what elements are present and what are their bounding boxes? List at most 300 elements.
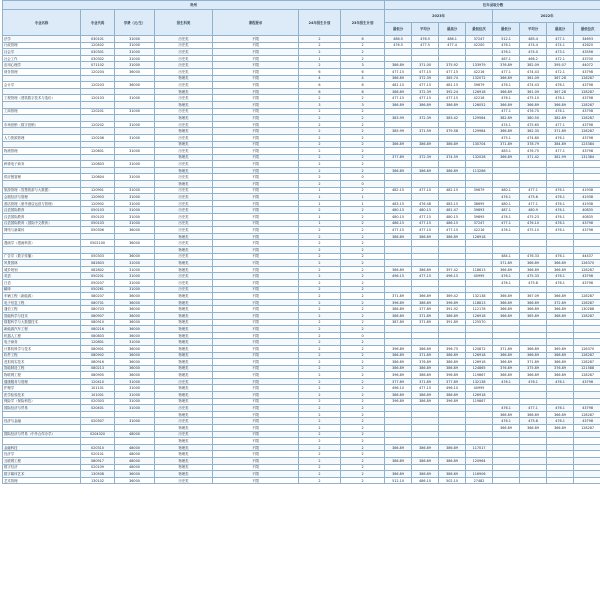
score-2022-cell: [574, 339, 600, 346]
requirement-cell: 不限: [213, 398, 299, 405]
table-row: [3, 299, 600, 306]
score-2022-cell: [493, 392, 520, 399]
requirement-cell: 不限: [213, 266, 299, 273]
score-2022-cell: 476.1: [547, 194, 574, 201]
score-2022-cell: 476.1: [547, 378, 574, 385]
requirement-cell: 不限: [213, 299, 299, 306]
score-2022-cell: [493, 464, 520, 471]
score-2023-cell: [412, 194, 439, 201]
track-cell: 物理类: [155, 438, 213, 445]
table-row: [3, 451, 600, 458]
score-2023-cell: [466, 194, 493, 201]
score-2022-cell: [574, 181, 600, 188]
score-2022-cell: [574, 286, 600, 293]
score-2022-cell: 476.1: [547, 187, 574, 194]
score-2022-cell: 362.35: [520, 128, 547, 135]
score-2022-cell: [520, 385, 547, 392]
table-row: [3, 425, 600, 432]
score-2022-cell: [493, 233, 520, 240]
requirement-cell: 不限: [213, 227, 299, 234]
score-2022-cell: 476.1: [493, 405, 520, 412]
score-2022-cell: [574, 174, 600, 181]
score-2022-cell: 367.09: [520, 293, 547, 300]
score-2023-cell: [439, 181, 466, 188]
major-name-cell: 应用心理学: [3, 62, 81, 69]
score-2022-cell: 43700: [574, 55, 600, 62]
score-2022-cell: 366.89: [493, 128, 520, 135]
plan-2023-cell: 2: [341, 273, 385, 280]
score-2023-cell: [385, 134, 412, 141]
score-2023-cell: 477.15: [385, 227, 412, 234]
track-cell: 历史类: [155, 194, 213, 201]
score-2022-cell: 361.09: [520, 88, 547, 95]
plan-2024-cell: 2: [299, 273, 341, 280]
plan-2024-cell: 2: [299, 108, 341, 115]
plan-2023-cell: 2: [341, 286, 385, 293]
score-2022-cell: 131384: [574, 154, 600, 161]
major-code-cell: 050103: [81, 207, 115, 214]
major-code-cell: 080213: [81, 365, 115, 372]
plan-2023-cell: 2: [341, 464, 385, 471]
major-code-cell: 080907: [81, 312, 115, 319]
plan-2023-cell: 2: [341, 247, 385, 254]
tuition-cell: 31000: [115, 207, 155, 214]
major-code-cell: [81, 425, 115, 432]
major-code-cell: 082803: [81, 260, 115, 267]
plan-2024-cell: 2: [299, 471, 341, 478]
score-2023-cell: 125570: [466, 319, 493, 326]
sub-min-a: 最低分: [385, 23, 412, 36]
major-code-cell: 020101: [81, 451, 115, 458]
tuition-cell: 31000: [115, 62, 155, 69]
plan-2024-cell: 2: [299, 385, 341, 392]
plan-2023-cell: 2: [341, 141, 385, 148]
score-2022-cell: [520, 161, 547, 168]
track-cell: 历史类: [155, 220, 213, 227]
score-2022-cell: [547, 458, 574, 465]
major-code-cell: 030302: [81, 55, 115, 62]
requirement-cell: 不限: [213, 312, 299, 319]
score-2022-cell: 474.4: [520, 42, 547, 49]
score-2022-cell: 474.0: [520, 49, 547, 56]
sub-avg-b: 平均分: [520, 23, 547, 36]
track-cell: 物理类: [155, 365, 213, 372]
score-2023-cell: [439, 425, 466, 432]
requirement-cell: 不限: [213, 438, 299, 445]
tuition-cell: [115, 233, 155, 240]
score-2023-cell: 386.89: [439, 471, 466, 478]
table-row: [3, 181, 600, 188]
score-2022-cell: [574, 471, 600, 478]
score-2023-cell: 476.5: [412, 36, 439, 43]
score-2023-cell: [385, 253, 412, 260]
score-2023-cell: 386.89: [412, 471, 439, 478]
tuition-cell: 31000: [115, 398, 155, 405]
score-2023-cell: [439, 134, 466, 141]
plan-2024-cell: 2: [299, 477, 341, 484]
tuition-cell: 36000: [115, 240, 155, 247]
plan-2023-cell: 2: [341, 266, 385, 273]
score-2022-cell: 366.89: [520, 425, 547, 432]
score-2023-cell: 130704: [466, 141, 493, 148]
plan-2024-cell: 2: [299, 392, 341, 399]
major-name-cell: [3, 411, 81, 418]
score-2022-cell: 476.1: [547, 95, 574, 102]
plan-2023-cell: 2: [341, 227, 385, 234]
plan-2023-cell: 2: [341, 372, 385, 379]
score-2022-cell: [574, 319, 600, 326]
major-code-cell: 120601: [81, 148, 115, 155]
score-2022-cell: 366.89: [493, 312, 520, 319]
tuition-cell: 31000: [115, 214, 155, 221]
plan-2023-cell: 2: [341, 240, 385, 247]
major-code-cell: 050207: [81, 279, 115, 286]
track-cell: 历史类: [155, 121, 213, 128]
plan-2023-cell: 2: [341, 121, 385, 128]
score-2023-cell: 477.15: [412, 227, 439, 234]
score-2022-cell: [547, 398, 574, 405]
score-2022-cell: 43798: [574, 148, 600, 155]
score-2023-cell: 386.89: [412, 392, 439, 399]
score-2022-cell: [547, 326, 574, 333]
requirement-cell: 不限: [213, 220, 299, 227]
plan-2024-cell: 2: [299, 293, 341, 300]
table-row: [3, 128, 600, 135]
track-cell: 历史类: [155, 431, 213, 438]
track-cell: 历史类: [155, 279, 213, 286]
major-code-cell: 030101: [81, 36, 115, 43]
plan-2024-cell: 1: [299, 55, 341, 62]
table-row: [3, 141, 600, 148]
score-2023-cell: [466, 425, 493, 432]
score-2023-cell: [466, 279, 493, 286]
score-2022-cell: 43798: [574, 227, 600, 234]
score-2023-cell: 386.89: [412, 141, 439, 148]
score-2023-cell: [466, 326, 493, 333]
table-row: [3, 82, 600, 89]
major-name-cell: 医学检验技术: [3, 392, 81, 399]
tuition-cell: 31000: [115, 260, 155, 267]
score-2023-cell: 132138: [466, 378, 493, 385]
score-2023-cell: 386.89: [385, 75, 412, 82]
score-2022-cell: [520, 398, 547, 405]
score-2023-cell: [412, 181, 439, 188]
tuition-cell: 36000: [115, 352, 155, 359]
score-2023-cell: [385, 181, 412, 188]
plan-2023-cell: 6: [341, 88, 385, 95]
requirement-cell: 不限: [213, 392, 299, 399]
track-cell: 物理类: [155, 293, 213, 300]
score-2023-cell: 386.89: [385, 365, 412, 372]
major-code-cell: 080701: [81, 299, 115, 306]
score-2023-cell: 496.10: [385, 385, 412, 392]
score-2023-cell: 386.89: [385, 458, 412, 465]
score-2023-cell: 392.24: [439, 88, 466, 95]
requirement-cell: 不限: [213, 207, 299, 214]
score-2022-cell: 376.89: [493, 365, 520, 372]
track-cell: 历史类: [155, 227, 213, 234]
score-2023-cell: [385, 55, 412, 62]
plan-2023-cell: 2: [341, 458, 385, 465]
track-cell: 历史类: [155, 161, 213, 168]
score-2023-cell: 386.89: [412, 101, 439, 108]
score-2023-cell: [439, 418, 466, 425]
table-row: [3, 207, 600, 214]
track-cell: 历史类: [155, 36, 213, 43]
score-2023-cell: 387.89: [385, 319, 412, 326]
score-2022-cell: [520, 174, 547, 181]
score-2022-cell: [574, 458, 600, 465]
table-row: [3, 385, 600, 392]
score-2022-cell: 477.1: [520, 405, 547, 412]
major-name-cell: 护理学: [3, 385, 81, 392]
major-name-cell: 国际经济与贸易（中外合作办学）: [3, 431, 81, 438]
requirement-cell: 不限: [213, 214, 299, 221]
score-2022-cell: 366.89: [547, 293, 574, 300]
score-2023-cell: 391.92: [439, 306, 466, 313]
requirement-cell: 不限: [213, 365, 299, 372]
score-2023-cell: 386.89: [412, 345, 439, 352]
score-2022-cell: [493, 174, 520, 181]
track-cell: 历史类: [155, 148, 213, 155]
plan-2023-cell: 2: [341, 134, 385, 141]
score-2023-cell: 386.89: [412, 266, 439, 273]
score-2023-cell: 397.42: [439, 266, 466, 273]
score-2022-cell: 367.28: [547, 75, 574, 82]
score-2023-cell: 386.89: [412, 233, 439, 240]
score-2023-cell: 126918: [466, 312, 493, 319]
requirement-cell: 不限: [213, 464, 299, 471]
tuition-cell: 31000: [115, 55, 155, 62]
score-2022-cell: 376.89: [547, 365, 574, 372]
plan-2023-cell: 2: [341, 207, 385, 214]
tuition-cell: [115, 247, 155, 254]
score-2022-cell: 128287: [574, 299, 600, 306]
score-2022-cell: 476.1: [547, 220, 574, 227]
score-2023-cell: [385, 174, 412, 181]
track-cell: 历史类: [155, 187, 213, 194]
table-row: [3, 161, 600, 168]
score-2023-cell: [412, 260, 439, 267]
score-2023-cell: 133979: [466, 62, 493, 69]
tuition-cell: 31000: [115, 392, 155, 399]
tuition-cell: 31000: [115, 108, 155, 115]
score-2022-cell: [520, 431, 547, 438]
score-2022-cell: [493, 431, 520, 438]
tuition-cell: 31000: [115, 385, 155, 392]
score-2023-cell: 37247: [466, 36, 493, 43]
score-2022-cell: 380.50: [520, 115, 547, 122]
table-row: [3, 233, 600, 240]
score-2022-cell: 40835: [574, 207, 600, 214]
score-2022-cell: 371.89: [493, 260, 520, 267]
tuition-cell: 31000: [115, 266, 155, 273]
score-2023-cell: 486.1: [439, 36, 466, 43]
plan-2024-cell: 2: [299, 339, 341, 346]
score-2022-cell: 366.89: [547, 359, 574, 366]
score-2022-cell: 128287: [574, 266, 600, 273]
score-2023-cell: [466, 174, 493, 181]
tuition-cell: 36000: [115, 293, 155, 300]
score-2023-cell: [412, 55, 439, 62]
plan-2024-cell: 2: [299, 247, 341, 254]
score-2022-cell: 40835: [574, 214, 600, 221]
track-cell: 历史类: [155, 378, 213, 385]
score-2023-cell: 386.89: [412, 398, 439, 405]
score-2022-cell: 476.1: [547, 405, 574, 412]
score-2022-cell: 42620: [574, 42, 600, 49]
score-2023-cell: [439, 194, 466, 201]
score-2023-cell: 377.89: [412, 306, 439, 313]
score-2022-cell: [547, 319, 574, 326]
requirement-cell: 不限: [213, 458, 299, 465]
score-2023-cell: 126052: [466, 101, 493, 108]
requirement-cell: 不限: [213, 75, 299, 82]
score-2022-cell: [574, 233, 600, 240]
score-2023-cell: 372.39: [412, 88, 439, 95]
track-cell: 历史类: [155, 253, 213, 260]
plan-2024-cell: 2: [299, 405, 341, 412]
plan-2023-cell: 2: [341, 220, 385, 227]
table-row: [3, 359, 600, 366]
score-2023-cell: 126918: [466, 392, 493, 399]
score-2022-cell: [547, 247, 574, 254]
score-2023-cell: 386.89: [385, 101, 412, 108]
table-row: [3, 240, 600, 247]
major-code-cell: 080803: [81, 332, 115, 339]
tuition-cell: 36000: [115, 471, 155, 478]
score-2022-cell: 128287: [574, 425, 600, 432]
score-2022-cell: 475.65: [520, 121, 547, 128]
major-code-cell: [81, 88, 115, 95]
major-name-cell: 汉语国际教育: [3, 214, 81, 221]
tuition-cell: [115, 115, 155, 122]
score-2022-cell: 128287: [574, 88, 600, 95]
major-name-cell: [3, 438, 81, 445]
plan-2024-cell: 2: [299, 121, 341, 128]
score-2023-cell: [466, 332, 493, 339]
score-2023-cell: [439, 451, 466, 458]
score-2023-cell: [385, 247, 412, 254]
plan-2023-cell: 2: [341, 451, 385, 458]
requirement-cell: 不限: [213, 293, 299, 300]
requirement-cell: 不限: [213, 444, 299, 451]
score-2023-cell: 371.89: [412, 319, 439, 326]
score-2022-cell: 366.89: [493, 88, 520, 95]
score-2023-cell: 132138: [466, 293, 493, 300]
major-name-cell: 通信工程: [3, 306, 81, 313]
plan-2024-cell: 2: [299, 115, 341, 122]
table-row: [3, 418, 600, 425]
major-code-cell: 050201: [81, 273, 115, 280]
score-2023-cell: 386.89: [412, 167, 439, 174]
table-row: [3, 319, 600, 326]
major-code-cell: 080917: [81, 458, 115, 465]
tuition-cell: 31000: [115, 220, 155, 227]
plan-2024-cell: 2: [299, 299, 341, 306]
score-2023-cell: [385, 339, 412, 346]
score-2022-cell: 476.1: [493, 214, 520, 221]
plan-2024-cell: 1: [299, 220, 341, 227]
score-2022-cell: 369.89: [547, 345, 574, 352]
score-2022-cell: [493, 438, 520, 445]
plan-2023-cell: 2: [341, 444, 385, 451]
plan-2023-cell: 2: [341, 477, 385, 484]
score-2022-cell: 477.1: [520, 200, 547, 207]
major-name-cell: 城乡规划: [3, 266, 81, 273]
score-2022-cell: 476.1: [547, 253, 574, 260]
tuition-cell: [115, 425, 155, 432]
tuition-cell: 36000: [115, 306, 155, 313]
score-2023-cell: 386.89: [385, 359, 412, 366]
tuition-cell: 48000: [115, 431, 155, 438]
score-2023-cell: 476.5: [385, 42, 412, 49]
score-2023-cell: [466, 438, 493, 445]
score-2023-cell: 386.89: [439, 101, 466, 108]
score-2023-cell: [385, 286, 412, 293]
score-2023-cell: [412, 121, 439, 128]
plan-2023-cell: 6: [341, 36, 385, 43]
requirement-cell: 不限: [213, 108, 299, 115]
tuition-cell: 36000: [115, 82, 155, 89]
score-2023-cell: 386.89: [412, 444, 439, 451]
requirement-cell: 不限: [213, 286, 299, 293]
score-2022-cell: 476.1: [493, 227, 520, 234]
score-2023-cell: [412, 134, 439, 141]
score-2023-cell: [385, 240, 412, 247]
score-2022-cell: [520, 451, 547, 458]
score-2022-cell: [520, 240, 547, 247]
score-2023-cell: 126918: [466, 359, 493, 366]
score-2022-cell: 366.89: [493, 75, 520, 82]
requirement-cell: 不限: [213, 378, 299, 385]
requirement-cell: 不限: [213, 55, 299, 62]
score-2023-cell: 480.15: [412, 207, 439, 214]
requirement-cell: 不限: [213, 326, 299, 333]
table-row: [3, 372, 600, 379]
major-name-cell: 会计学: [3, 82, 81, 89]
track-cell: 物理类: [155, 444, 213, 451]
score-2022-cell: 43798: [574, 82, 600, 89]
score-2022-cell: 128287: [574, 372, 600, 379]
score-2022-cell: 366.89: [520, 260, 547, 267]
score-2023-cell: [439, 161, 466, 168]
plan-2023-cell: 2: [341, 154, 385, 161]
table-row: [3, 306, 600, 313]
score-2022-cell: 361.09: [520, 75, 547, 82]
tuition-cell: 36000: [115, 372, 155, 379]
score-2022-cell: 476.70: [520, 108, 547, 115]
score-2023-cell: 371.89: [412, 378, 439, 385]
table-row: [3, 167, 600, 174]
score-2022-cell: [493, 477, 520, 484]
score-2023-cell: [466, 134, 493, 141]
score-2022-cell: 378.79: [520, 141, 547, 148]
plan-2023-cell: 2: [341, 108, 385, 115]
track-cell: 物理类: [155, 115, 213, 122]
score-2022-cell: [493, 332, 520, 339]
plan-2024-cell: 2: [299, 326, 341, 333]
score-2023-cell: [385, 332, 412, 339]
track-cell: 历史类: [155, 82, 213, 89]
plan-2023-cell: 2: [341, 55, 385, 62]
major-name-cell: 金融科技: [3, 444, 81, 451]
plan-2023-cell: 2: [341, 214, 385, 221]
major-code-cell: 120103: [81, 95, 115, 102]
major-name-cell: [3, 128, 81, 135]
score-2022-cell: [493, 181, 520, 188]
major-name-cell: 财务管理: [3, 68, 81, 75]
